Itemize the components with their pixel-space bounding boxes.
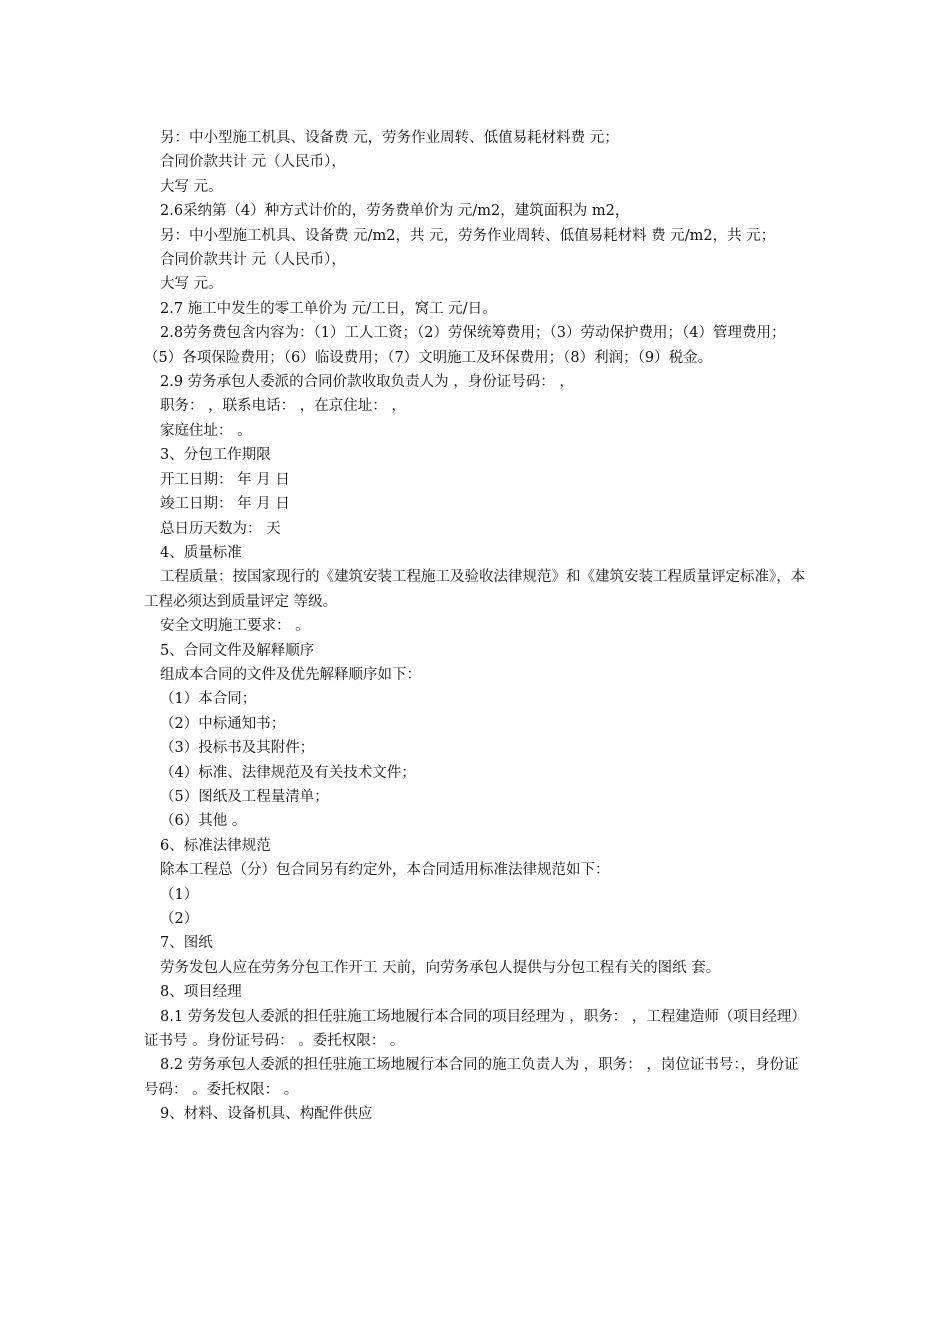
paragraph: 家庭住址： 。 [160,422,252,439]
section-heading: 9、材料、设备机具、构配件供应 [160,1106,373,1123]
paragraph: 另：中小型施工机具、设备费 元/m2，共 元，劳务作业周转、低值易耗材料 费 元/m2，共 元； [160,227,776,244]
paragraph: 2.6采纳第（4）种方式计价的，劳务费单价为 元/m2，建筑面积为 m2， [160,203,630,220]
paragraph: 大写 元。 [160,276,223,293]
list-item: （5）图纸及工程量清单； [160,788,329,805]
section-heading: 6、标准法律规范 [160,837,271,854]
paragraph: 组成本合同的文件及优先解释顺序如下： [160,666,421,683]
list-item: （6）其他 。 [160,813,247,830]
list-item: （1） [160,886,199,903]
list-item: （3）投标书及其附件； [160,740,315,757]
paragraph: 合同价款共计 元（人民币）， [160,154,346,171]
document-body [144,126,808,1127]
paragraph: 总日历天数为： 天 [160,520,281,537]
paragraph: 竣工日期： 年 月 日 [160,496,290,513]
paragraph: 8.2 劳务承包人委派的担任驻施工场地履行本合同的施工负责人为 ，职务： ，岗位证书号：，身份证号码： 。委托权限： 。 [144,1057,799,1098]
paragraph: 合同价款共计 元（人民币）， [160,252,346,269]
list-item: （2） [160,911,199,927]
section-heading: 4、质量标准 [160,544,242,561]
section-heading: 8、项目经理 [160,984,242,1001]
paragraph: 2.9 劳务承包人委派的合同价款收取负责人为 ，身份证号码： ， [160,374,574,391]
section-heading: 7、图纸 [160,935,213,952]
paragraph: 工程质量：按国家现行的《建筑安装工程施工及验收法律规范》和《建筑安装工程质量评定标准》，本工程必须达到质量评定 等级。 [144,569,806,610]
list-item: （1）本合同； [160,691,257,708]
paragraph: 大写 元。 [160,178,223,195]
list-item: （2）中标通知书； [160,715,286,732]
paragraph: 8.1 劳务发包人委派的担任驻施工场地履行本合同的项目经理为 ，职务： ，工程建造师（项目经理）证书号 。身份证号码： 。委托权限： 。 [144,1008,806,1050]
paragraph: 2.7 施工中发生的零工单价为 元/工日，窝工 元/日。 [160,300,497,317]
paragraph: 职务： ，联系电话： ，在京住址： ， [160,398,406,415]
paragraph: 另：中小型施工机具、设备费 元，劳务作业周转、低值易耗材料费 元； [160,130,619,146]
list-item: （4）标准、法律规范及有关技术文件； [160,764,416,781]
section-heading: 3、分包工作期限 [160,447,271,464]
paragraph: 2.8劳务费包含内容为：（1）工人工资；（2）劳保统筹费用；（3）劳动保护费用；（4）管理费用；（5）各项保险费用；（6）临设费用；（7）文明施工及环保费用；（8）利润；（9）税金。 [144,325,786,366]
paragraph: 安全文明施工要求： 。 [160,618,310,635]
section-heading: 5、合同文件及解释顺序 [160,642,315,659]
paragraph: 劳务发包人应在劳务分包工作开工 天前，向劳务承包人提供与分包工程有关的图纸 套。 [160,959,721,976]
paragraph: 除本工程总（分）包合同另有约定外，本合同适用标准法律规范如下： [160,862,610,879]
paragraph: 开工日期： 年 月 日 [160,471,290,488]
